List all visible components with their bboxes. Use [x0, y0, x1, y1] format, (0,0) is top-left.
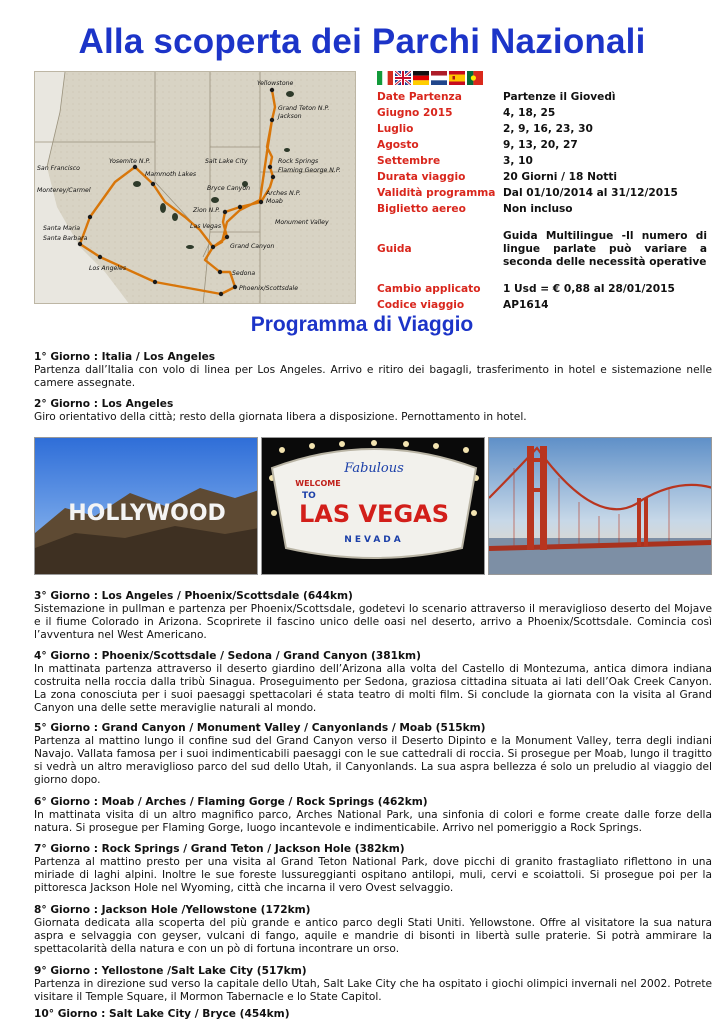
- info-row: [377, 217, 707, 281]
- map-label: Las Vegas: [190, 223, 222, 230]
- day-item: [34, 590, 712, 642]
- day-item: [34, 650, 712, 715]
- day-text: Giornata dedicata alla scoperta del più grande e antico parco degli Stati Uniti. Yellowstone. Offre al visitatore la sua natura aspra e selvaggia con geyser, vulcani di fango, aquile e mandrie di bisonti in libertà sulle praterie. Si potrà ammirare la spettacolarità della natura e con un pò di fortuna incontrare un orso.: [34, 917, 712, 955]
- info-key: Agosto: [377, 139, 419, 151]
- info-row: [377, 105, 707, 121]
- map-label: San Francisco: [37, 165, 80, 172]
- trip-info-table: [377, 89, 707, 313]
- las-vegas-photo: [261, 437, 485, 575]
- info-value: Guida Multilingue -Il numero di lingue parlate può variare a seconda delle necessità operative: [503, 229, 707, 268]
- info-row: [377, 153, 707, 169]
- day-item: [34, 904, 712, 956]
- day-item: [34, 965, 712, 1004]
- day-heading: 3° Giorno : Los Angeles / Phoenix/Scottsdale (644km): [34, 590, 353, 602]
- vegas-state-text: NEVADA: [344, 535, 404, 545]
- info-key: Date Partenza: [377, 91, 462, 103]
- map-label: Yosemite N.P.: [109, 158, 151, 165]
- day-text: Sistemazione in pullman e partenza per Phoenix/Scottsdale, godetevi lo scenario attraverso il meraviglioso deserto del Mojave e il fiume Colorado in Arizona. Scoprirete il fascino unico delle oasi nel deserto, arrivo a Phoenix/Scottsdale. Comincia così l’avventura nel West Americano.: [34, 603, 712, 641]
- map-label: Monterey/Carmel: [37, 187, 91, 194]
- info-value: 9, 13, 20, 27: [503, 139, 578, 151]
- day-item: [34, 1008, 712, 1021]
- golden-gate-photo: [488, 437, 712, 575]
- day-heading: 10° Giorno : Salt Lake City / Bryce (454km): [34, 1008, 290, 1020]
- day-heading: 1° Giorno : Italia / Los Angeles: [34, 351, 216, 363]
- info-value: Partenze il Giovedì: [503, 91, 616, 103]
- day-item: [34, 796, 712, 835]
- info-row: [377, 89, 707, 105]
- info-key: Cambio applicato: [377, 283, 481, 295]
- info-row: [377, 121, 707, 137]
- italy-flag: [377, 71, 393, 85]
- page-title: Alla scoperta dei Parchi Nazionali: [78, 22, 646, 61]
- info-value: AP1614: [503, 299, 549, 311]
- route-map: [34, 71, 356, 304]
- day-text: Partenza dall’Italia con volo di linea per Los Angeles. Arrivo e ritiro dei bagagli, trasferimento in hotel e sistemazione nelle camere assegnate.: [34, 364, 712, 389]
- germany-flag: [413, 71, 429, 85]
- map-label: Salt Lake City: [205, 158, 248, 165]
- map-label: Monument Valley: [275, 219, 329, 226]
- map-label: Santa Maria: [43, 225, 81, 232]
- map-label: Phoenix/Scottsdale: [239, 285, 299, 292]
- info-value: 4, 18, 25: [503, 107, 556, 119]
- map-label: Rock Springs: [278, 158, 319, 165]
- photo-strip: [34, 437, 712, 575]
- vegas-main-text: LAS VEGAS: [298, 500, 450, 528]
- hollywood-photo: [34, 437, 258, 575]
- day-item: [34, 722, 712, 787]
- day-item: [34, 398, 712, 424]
- info-value: 20 Giorni / 18 Notti: [503, 171, 618, 183]
- day-text: Partenza al mattino lungo il confine sud del Grand Canyon verso il Deserto Dipinto e la Monument Valley, terra degli indiani Navajo. Vallata famosa per i suoi indimenticabili paesaggi con le sue cattedrali di roccia. Si prosegue per Moab, lungo il tragitto si vedrà un altro meraviglioso parco del sud dello Utah, il Canyonlands. La sua aspra bellezza é solo un preludio al viaggio del giorno dopo.: [34, 735, 712, 786]
- map-label: Grand Teton N.P.: [278, 105, 330, 112]
- map-label: Mammoth Lakes: [145, 171, 197, 178]
- day-heading: 9° Giorno : Yellostone /Salt Lake City (517km): [34, 965, 307, 977]
- info-value: Non incluso: [503, 203, 573, 215]
- info-key: Luglio: [377, 123, 414, 135]
- map-label: Santa Barbara: [43, 235, 88, 242]
- vegas-to-text: TO: [302, 491, 316, 501]
- map-label: Moab: [266, 198, 283, 205]
- day-heading: 2° Giorno : Los Angeles: [34, 398, 174, 410]
- info-value: Dal 01/10/2014 al 31/12/2015: [503, 187, 678, 199]
- hollywood-sign: HOLLYWOOD: [68, 501, 226, 526]
- route-map-drawing: [35, 72, 356, 304]
- day-item: [34, 843, 712, 895]
- map-label: Sedona: [232, 270, 256, 277]
- info-key: Durata viaggio: [377, 171, 466, 183]
- info-key: Giugno 2015: [377, 107, 453, 119]
- map-label: Yellowstone: [257, 80, 294, 87]
- info-row: [377, 185, 707, 201]
- map-label: Zion N.P.: [193, 207, 221, 214]
- map-label: Grand Canyon: [230, 243, 275, 250]
- info-key: Guida: [377, 243, 412, 255]
- info-value: 1 Usd = € 0,88 al 28/01/2015: [503, 283, 675, 295]
- day-heading: 4° Giorno : Phoenix/Scottsdale / Sedona / Grand Canyon (381km): [34, 650, 421, 662]
- info-row: [377, 169, 707, 185]
- day-heading: 6° Giorno : Moab / Arches / Flaming Gorge / Rock Springs (462km): [34, 796, 428, 808]
- info-key: Validità programma: [377, 187, 496, 199]
- section-title: Programma di Viaggio: [250, 313, 474, 336]
- portugal-flag: [467, 71, 483, 85]
- info-value: 2, 9, 16, 23, 30: [503, 123, 593, 135]
- day-text: In mattinata visita di un altro magnifico parco, Arches National Park, una sinfonia di colori e forme create dalle forze della natura. Si prosegue per Flaming Gorge, luogo incantevole e indimenticabile. Arrivo nel pomeriggio a Rock Springs.: [34, 809, 712, 834]
- info-key: Codice viaggio: [377, 299, 465, 311]
- day-item: [34, 351, 712, 390]
- info-row: [377, 201, 707, 217]
- info-row: [377, 297, 707, 313]
- vegas-welcome-text: WELCOME: [295, 479, 341, 488]
- map-label: Flaming George N.P.: [278, 167, 341, 174]
- spain-flag: [449, 71, 465, 85]
- day-text: Partenza al mattino presto per una visita al Grand Teton National Park, dove picchi di granito frastagliato riflettono in una miriade di laghi alpini. Inoltre le sue foreste lussureggianti ospitano antilopi, muli, cervi e scoiattoli. Si prosegue poi per la pittoresca Jackson Hole nel Wyoming, città che incarna il vero Ovest selvaggio.: [34, 856, 712, 894]
- day-text: Giro orientativo della città; resto della giornata libera a disposizione. Pernottamento in hotel.: [34, 411, 527, 423]
- day-heading: 7° Giorno : Rock Springs / Grand Teton / Jackson Hole (382km): [34, 843, 405, 855]
- map-label: Los Angeles: [89, 265, 127, 272]
- info-key: Settembre: [377, 155, 441, 167]
- vegas-fabulous-text: Fabulous: [344, 461, 404, 476]
- info-row: [377, 281, 707, 297]
- day-text: Partenza in direzione sud verso la capitale dello Utah, Salt Lake City che ha ospitato i giochi olimpici invernali nel 2002. Potrete visitare il Temple Square, il Mormon Tabernacle e lo State Capitol.: [34, 978, 712, 1003]
- map-label: Bryce Canyon: [207, 185, 251, 192]
- map-label: Arches N.P.: [266, 190, 301, 197]
- uk-flag: [395, 71, 411, 85]
- info-value: 3, 10: [503, 155, 533, 167]
- day-heading: 8° Giorno : Jackson Hole /Yellowstone (172km): [34, 904, 311, 916]
- language-flags: [377, 71, 483, 85]
- map-label: Jackson: [278, 113, 302, 120]
- netherlands-flag: [431, 71, 447, 85]
- day-heading: 5° Giorno : Grand Canyon / Monument Valley / Canyonlands / Moab (515km): [34, 722, 486, 734]
- day-text: In mattinata partenza attraverso il deserto giardino dell’Arizona alla volta del Castello di Montezuma, antica dimora indiana costruita nella roccia dalla tribù Sinagua. Proseguimento per Sedona, graziosa cittadina situata ai lati dell’Oak Creek Canyon. La zona conosciuta per i suoi paesaggi spettacolari é stata teatro di molti film. Si conclude la giornata con la visita al Grand Canyon una delle sette meraviglie naturali al mondo.: [34, 663, 712, 714]
- info-row: [377, 137, 707, 153]
- info-key: Biglietto aereo: [377, 203, 466, 215]
